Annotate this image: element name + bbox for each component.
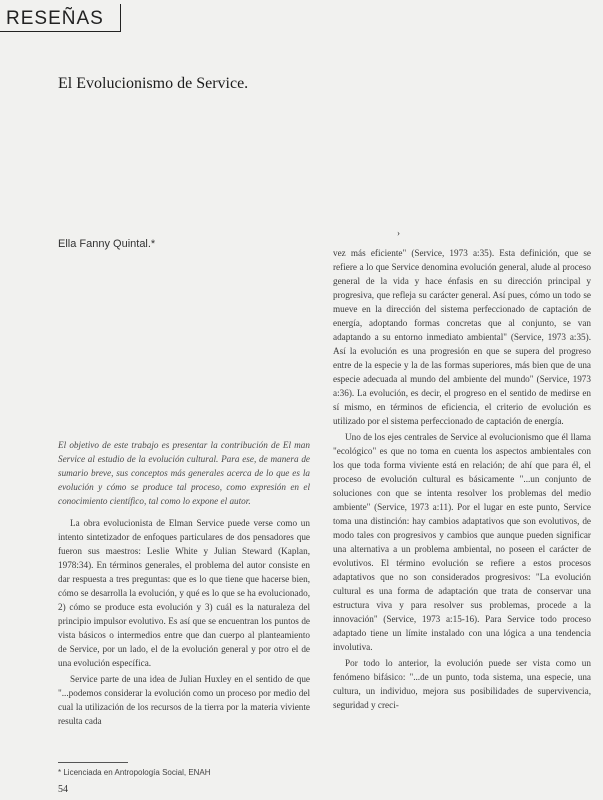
- epigraph: El objetivo de este trabajo es presentar la contribución de El man Service al estudio de la evolución cultural. Para ese, de manera de sumario breve, sus conceptos más generales acerca de lo que es la evolución y cómo se produce tal proceso, como expresión en el conocimiento científico, tal como lo expone el autor.: [58, 440, 310, 506]
- section-header: [0, 8, 104, 31]
- body-paragraph: Uno de los ejes centrales de Service al evolucionismo que él llama "ecológico" es que no toma en cuenta los aspectos ambientales con los que toda forma viviente está en relación; de ahí que para él, el proceso de evolución cultural es básicamente "...un conjunto de soluciones con que se intenta resolver los problemas del medio ambiente" (Service, 1973 a:11). Por el lugar en este punto, Service toma una distinción: hay cambios adaptativos que son evolutivos, de modo tales con progresivos y cambios que aunque pueden significar una alternativa a un problema ambiental, no poseen el carácter de evolutivos. El término evolución se refiere a estos procesos adaptativos que no son considerados progresivos: "La evolución cultural es una forma de adaptación que trata de conservar una estructura viva y para resolver sus problemas, procede a la innovación" (Service, 1973 a:15-16). Para Service todo proceso adaptado tiene un límite instalado con una lógica a una tendencia involutiva.: [333, 432, 591, 652]
- header-divider: [120, 4, 121, 32]
- article-title: El Evolucionismo de Service.: [58, 75, 249, 92]
- author-name: Ella Fanny Quintal.*: [58, 238, 156, 250]
- footnote-rule: [58, 762, 128, 763]
- header-rule: [0, 31, 120, 32]
- section-label: RESEÑAS: [6, 8, 104, 29]
- body-paragraph: Service parte de una idea de Julian Huxley en el sentido de que "...podemos considerar la evolución como un proceso por medio del cual la utilización de los recursos de la tierra por la materia viviente resulta cada: [58, 674, 310, 726]
- right-column: [333, 246, 591, 714]
- body-paragraph: La obra evolucionista de Elman Service puede verse como un intento sintetizador de enfoques particulares de dos pensadores que fueron sus maestros: Leslie White y Julian Steward (Kaplan, 1978:34). En términos generales, el problema del autor consiste en dar respuesta a tres preguntas: que es lo que tiene que hacerse bien, cómo se desarrolla la evolución, y qué es lo que se ha evolucionado, 2) cómo se produce esta evolución y 3) cuál es la naturaleza del principio impulsor evolutivo. Es así que se encuentran los puntos de vista básicos o intermedios entre que dan cuerpo al planteamiento de Service, por un lado, el de la evolución general y por otro el de una evolución específica.: [58, 518, 310, 668]
- column-marker: ›: [397, 228, 400, 238]
- body-paragraph: vez más eficiente" (Service, 1973 a:35). Esta definición, que se refiere a lo que Service denomina evolución general, alude al proceso general de la vida y hace énfasis en su dirección principal y progresiva, que refleja su carácter general. Así pues, cómo un todo se mueve en la dirección del sistema perfeccionado de captación de energía, adoptando formas concretas que al conjunto, se van adaptando a su entorno inmediato ambiental" (Service, 1973 a:35). Así la evolución es una progresión en que se supera del progreso entre de la especie y la de las formas superiores, más bien que de una especie adecuada al mundo del ambiente del mundo" (Service, 1973 a:36). La evolución, es decir, el progreso en el sentido de medirse en sí mismo, en términos de eficiencia, el criterio de evolución es utilizado por el sistema perfeccionado de captación de energía.: [333, 248, 591, 426]
- left-column: [58, 438, 310, 730]
- footnote: * Licenciada en Antropología Social, ENAH: [58, 768, 211, 777]
- body-paragraph: Por todo lo anterior, la evolución puede ser vista como un fenómeno bifásico: "...de un punto, toda sistema, una especie, una cultura, un individuo, mejora sus posibilidades de supervivencia, seguridad y creci-: [333, 658, 591, 710]
- page-number: 54: [58, 784, 68, 795]
